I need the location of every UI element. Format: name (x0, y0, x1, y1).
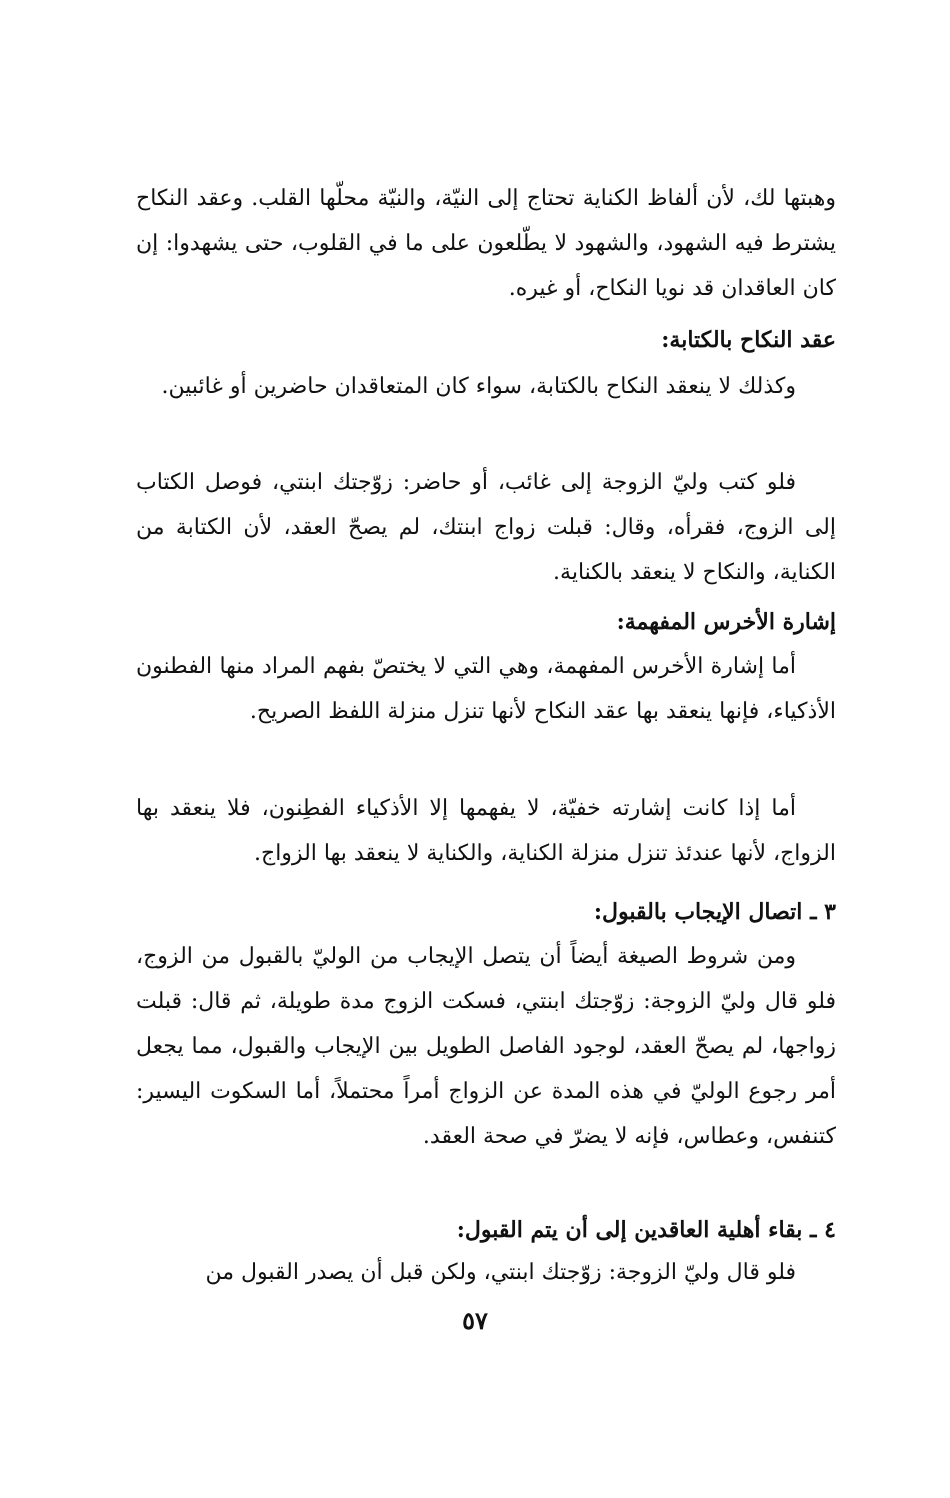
paragraph-letter-example: فلو كتب وليّ الزوجة إلى غائب، أو حاضر: زوّجتك ابنتي، فوصل الكتاب إلى الزوج، فقرأه، وقال: قبلت زواج ابنتك، لم يصحّ العقد، لأن الكتابة من الكناية، والنكاح لا ينعقد بالكناية. (136, 470, 836, 585)
paragraph-hidden-gesture: أما إذا كانت إشارته خفيّة، لا يفهمها إلا الأذكياء الفطِنون، فلا ينعقد بها الزواج، لأنها عندئذ تنزل منزلة الكناية، والكناية لا ينعقد بها الزواج. (136, 796, 836, 866)
paragraph-kinaya-intention: وهبتها لك، لأن ألفاظ الكناية تحتاج إلى النيّة، والنيّة محلّها القلب. وعقد النكاح يشترط فيه الشهود، والشهود لا يطّلعون على ما في القلوب، حتى يشهدوا: إن كان العاقدان قد نويا النكاح، أو غيره. (136, 186, 836, 301)
page-number: ٥٧ (462, 1306, 488, 1335)
heading-capacity-until-acceptance: ٤ ـ بقاء أهلية العاقدين إلى أن يتم القبول: (456, 1217, 836, 1243)
paragraph-continuity-condition: ومن شروط الصيغة أيضاً أن يتصل الإيجاب من الوليّ بالقبول من الزوج، فلو قال وليّ الزوجة: زوّجتك ابنتي، فسكت الزوج مدة طويلة، ثم قال: قبلت زواجها، لم يصحّ العقد، لوجود الفاصل الطويل بين الإيجاب والقبول، مما يجعل أمر رجوع الوليّ في هذه المدة عن الزواج أمراً محتملاً، أما السكوت اليسير: كتنفس، وعطاس، فإنه لا يضرّ في صحة العقد. (136, 944, 836, 1149)
heading-mute-gesture: إشارة الأخرس المفهمة: (616, 609, 836, 635)
heading-offer-acceptance-continuity: ٣ ـ اتصال الإيجاب بالقبول: (593, 899, 836, 925)
paragraph-capacity-example: فلو قال وليّ الزوجة: زوّجتك ابنتي، ولكن قبل أن يصدر القبول من (205, 1260, 796, 1285)
paragraph-clear-gesture: أما إشارة الأخرس المفهمة، وهي التي لا يختصّ بفهم المراد منها الفطنون الأذكياء، فإنها ينعقد بها عقد النكاح لأنها تنزل منزلة اللفظ الصريح. (136, 654, 836, 724)
heading-marriage-by-writing: عقد النكاح بالكتابة: (661, 327, 836, 353)
paragraph-writing-not-valid: وكذلك لا ينعقد النكاح بالكتابة، سواء كان المتعاقدان حاضرين أو غائبين. (161, 374, 796, 399)
